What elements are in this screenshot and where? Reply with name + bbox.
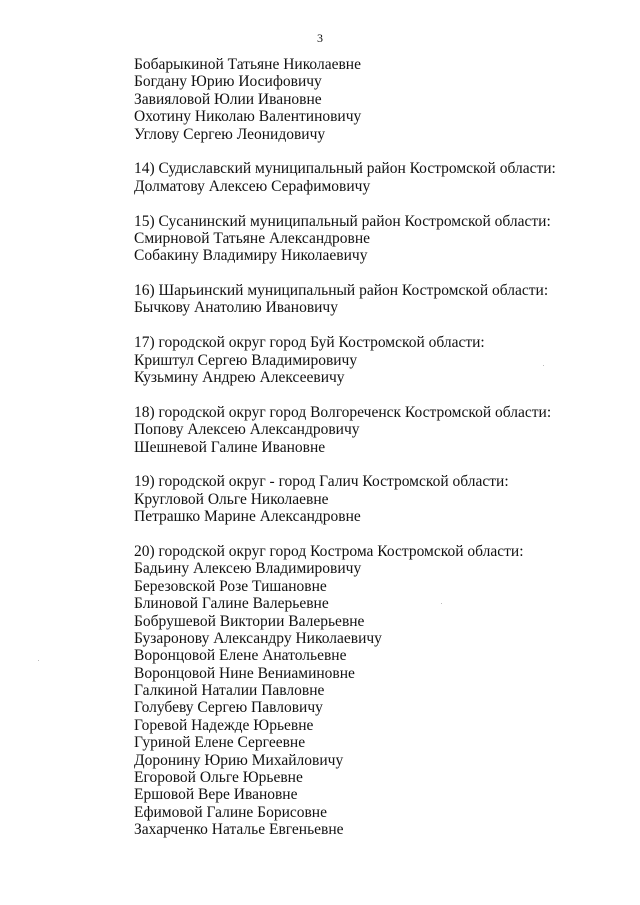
section-heading: 20) городской округ город Кострома Костромской области: bbox=[134, 542, 524, 560]
list-item: Захарченко Наталье Евгеньевне bbox=[134, 821, 344, 839]
list-item: Блиновой Галине Валерьевне bbox=[134, 595, 329, 613]
list-item: Криштул Сергею Владимировичу bbox=[134, 351, 358, 369]
scan-speck bbox=[543, 365, 544, 366]
list-item: Ершовой Вере Ивановне bbox=[134, 786, 298, 804]
list-item: Кругловой Ольге Николаевне bbox=[134, 490, 329, 508]
list-item: Попову Алексею Александровичу bbox=[134, 421, 360, 439]
list-item: Бадьину Алексею Владимировичу bbox=[134, 560, 362, 578]
list-item: Воронцовой Елене Анатольевне bbox=[134, 647, 347, 665]
list-item: Шешневой Галине Ивановне bbox=[134, 438, 326, 456]
list-item: Горевой Надежде Юрьевне bbox=[134, 716, 314, 734]
document-body bbox=[134, 56, 604, 856]
list-item: Ефимовой Галине Борисовне bbox=[134, 803, 327, 821]
list-item: Завияловой Юлии Ивановне bbox=[134, 90, 322, 108]
list-item: Доронину Юрию Михайловичу bbox=[134, 751, 344, 769]
list-item: Гуриной Елене Сергеевне bbox=[134, 734, 306, 752]
section-heading: 14) Судиславский муниципальный район Костромской области: bbox=[134, 160, 556, 178]
section-heading: 15) Сусанинский муниципальный район Костромской области: bbox=[134, 212, 551, 230]
list-item: Бычкову Анатолию Ивановичу bbox=[134, 299, 338, 317]
list-item: Собакину Владимиру Николаевичу bbox=[134, 247, 368, 265]
section-15 bbox=[134, 213, 604, 265]
section-heading: 17) городской округ город Буй Костромской области: bbox=[134, 334, 485, 352]
list-item: Кузьмину Андрею Алексеевичу bbox=[134, 369, 345, 387]
section-16 bbox=[134, 282, 604, 317]
list-item: Воронцовой Нине Вениаминовне bbox=[134, 664, 355, 682]
section-17 bbox=[134, 334, 604, 386]
scan-speck bbox=[441, 603, 442, 604]
list-item: Бобарыкиной Татьяне Николаевне bbox=[134, 56, 361, 73]
list-item: Бузаронову Александру Николаевичу bbox=[134, 629, 382, 647]
section-heading: 16) Шарьинский муниципальный район Костромской области: bbox=[134, 282, 549, 300]
page-number: 3 bbox=[317, 31, 323, 45]
list-item: Долматову Алексею Серафимовичу bbox=[134, 177, 371, 195]
list-item: Смирновой Татьяне Александровне bbox=[134, 229, 371, 247]
section-19 bbox=[134, 473, 604, 525]
list-item: Галкиной Наталии Павловне bbox=[134, 682, 325, 700]
section-heading: 19) городской округ - город Галич Костромской области: bbox=[134, 473, 509, 491]
section-20 bbox=[134, 543, 604, 839]
list-item: Углову Сергею Леонидовичу bbox=[134, 125, 326, 143]
section-heading: 18) городской округ город Волгореченск Костромской области: bbox=[134, 403, 552, 421]
list-item: Березовской Розе Тишановне bbox=[134, 577, 327, 595]
section-18 bbox=[134, 404, 604, 456]
scan-speck bbox=[38, 660, 39, 661]
list-item: Егоровой Ольге Юрьевне bbox=[134, 769, 303, 787]
list-item: Богдану Юрию Иосифовичу bbox=[134, 73, 322, 91]
list-item: Петрашко Марине Александровне bbox=[134, 508, 361, 526]
section-14 bbox=[134, 160, 604, 195]
list-item: Бобрушевой Виктории Валерьевне bbox=[134, 612, 365, 630]
continued-list bbox=[134, 56, 604, 143]
list-item: Голубеву Сергею Павловичу bbox=[134, 699, 323, 717]
list-item: Охотину Николаю Валентиновичу bbox=[134, 108, 362, 126]
